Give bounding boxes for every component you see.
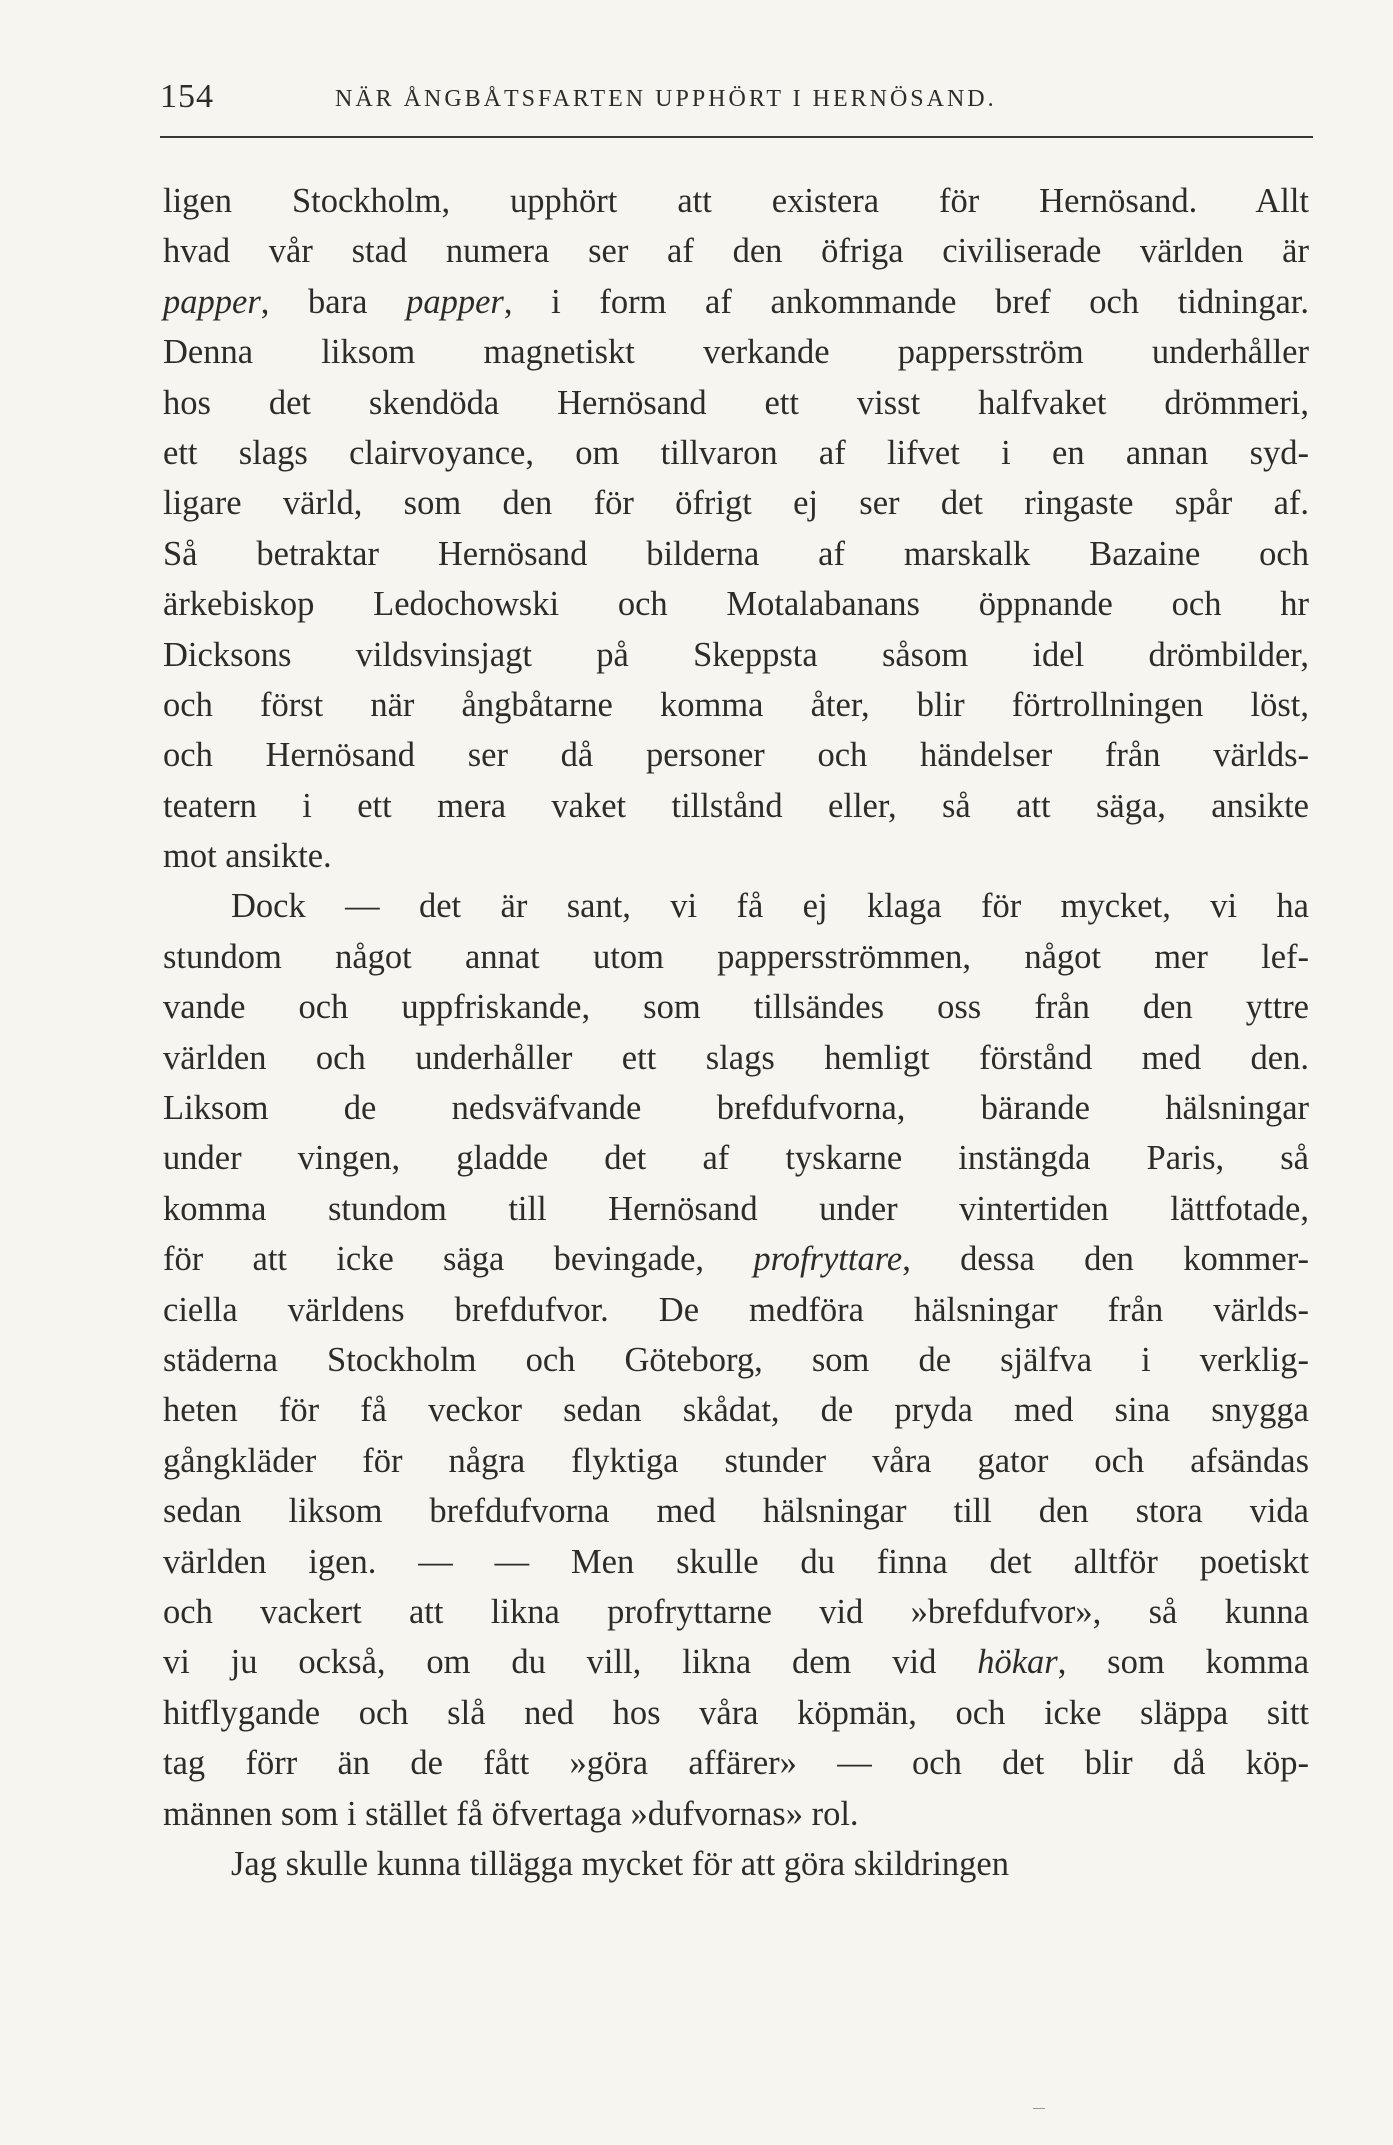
text-line — [163, 781, 1309, 831]
text-run: vande och uppfriskande, som tillsändes oss från den yttre — [163, 988, 1309, 1027]
text-line — [163, 1738, 1309, 1788]
text-line — [163, 730, 1309, 780]
text-run: tag förr än de fått »göra affärer» — och det blir då köp- — [163, 1744, 1309, 1783]
text-line — [163, 1083, 1309, 1133]
text-run: mot ansikte. — [163, 837, 332, 876]
page-number: 154 — [160, 78, 214, 115]
text-run: Dock — det är sant, vi få ej klaga för mycket, vi ha — [231, 887, 1309, 926]
text-run: Så betraktar Hernösand bilderna af marskalk Bazaine och — [163, 534, 1309, 573]
text-run: ett slags clairvoyance, om tillvaron af lifvet i en annan syd- — [163, 433, 1309, 472]
text-line — [163, 1537, 1309, 1587]
text-run: Denna liksom magnetiskt verkande pappersström underhåller — [163, 333, 1309, 372]
text-run: , i form af ankommande bref och tidningar. — [503, 282, 1309, 321]
text-line — [163, 1133, 1309, 1183]
text-run: , bara — [260, 282, 407, 321]
text-line — [163, 529, 1309, 579]
text-line — [163, 1184, 1309, 1234]
text-line — [163, 327, 1309, 377]
text-run: , dessa den kommer- — [902, 1240, 1309, 1279]
text-run: gångkläder för några flyktiga stunder våra gator och afsändas — [163, 1441, 1309, 1480]
text-line — [163, 176, 1309, 226]
text-line — [163, 630, 1309, 680]
text-line — [163, 428, 1309, 478]
text-line — [163, 1436, 1309, 1486]
text-line — [163, 1587, 1309, 1637]
text-run: ligen Stockholm, upphört att existera för Hernösand. Allt — [163, 182, 1309, 220]
italic-text-run: papper — [163, 282, 261, 321]
text-run: Dicksons vildsvinsjagt på Skeppsta såsom idel drömbilder, — [163, 635, 1309, 674]
text-run: heten för få veckor sedan skådat, de pryda med sina snygga — [163, 1391, 1309, 1430]
text-line — [163, 932, 1309, 982]
text-line — [163, 982, 1309, 1032]
header-rule — [160, 136, 1313, 138]
text-line — [163, 1637, 1309, 1687]
text-line — [163, 1385, 1309, 1435]
text-run: vi ju också, om du vill, likna dem vid — [163, 1643, 978, 1682]
text-line — [163, 1688, 1309, 1738]
text-run: och vackert att likna profryttarne vid »brefdufvor», så kunna — [163, 1592, 1309, 1631]
text-run: männen som i stället få öfvertaga »dufvornas» rol. — [163, 1794, 859, 1833]
text-run: världen igen. — — Men skulle du finna det alltför poetiskt — [163, 1542, 1309, 1581]
body-text — [163, 176, 1309, 1889]
text-line — [163, 378, 1309, 428]
text-run: städerna Stockholm och Göteborg, som de själfva i verklig- — [163, 1340, 1309, 1379]
text-run: Jag skulle kunna tillägga mycket för att göra skildringen — [231, 1844, 1009, 1883]
text-line — [163, 226, 1309, 276]
text-run: komma stundom till Hernösand under vintertiden lättfotade, — [163, 1189, 1309, 1228]
text-run: hitflygande och slå ned hos våra köpmän, och icke släppa sitt — [163, 1693, 1309, 1732]
page-mark — [1033, 2108, 1045, 2109]
text-line — [163, 680, 1309, 730]
text-run: hvad vår stad numera ser af den öfriga civiliserade världen är — [163, 232, 1309, 271]
text-run: , som komma — [1057, 1643, 1310, 1682]
italic-text-run: hökar — [977, 1643, 1058, 1682]
text-line — [163, 1234, 1309, 1284]
text-run: ligare värld, som den för öfrigt ej ser det ringaste spår af. — [163, 484, 1309, 523]
italic-text-run: profryttare — [753, 1240, 903, 1279]
text-run: teatern i ett mera vaket tillstånd eller, så att säga, ansikte — [163, 786, 1309, 825]
text-line — [163, 1789, 1309, 1839]
text-run: och Hernösand ser då personer och händelser från världs- — [163, 736, 1309, 775]
text-line — [163, 831, 1309, 881]
italic-text-run: papper — [406, 282, 504, 321]
text-line — [163, 1033, 1309, 1083]
text-run: ciella världens brefdufvor. De medföra hälsningar från världs- — [163, 1290, 1309, 1329]
text-line — [163, 1839, 1309, 1889]
text-line — [163, 1486, 1309, 1536]
running-title: NÄR ÅNGBÅTSFARTEN UPPHÖRT I HERNÖSAND. — [335, 86, 997, 112]
text-run: ärkebiskop Ledochowski och Motalabanans öppnande och hr — [163, 585, 1309, 624]
text-run: stundom något annat utom pappersströmmen, något mer lef- — [163, 937, 1309, 976]
text-run: sedan liksom brefdufvorna med hälsningar till den stora vida — [163, 1492, 1309, 1531]
running-head — [160, 78, 1310, 118]
text-run: för att icke säga bevingade, — [163, 1240, 754, 1279]
text-run: hos det skendöda Hernösand ett visst halfvaket drömmeri, — [163, 383, 1309, 422]
text-run: och först när ångbåtarne komma åter, blir förtrollningen löst, — [163, 685, 1309, 724]
text-run: under vingen, gladde det af tyskarne instängda Paris, så — [163, 1139, 1309, 1178]
text-run: världen och underhåller ett slags hemligt förstånd med den. — [163, 1038, 1309, 1077]
text-line — [163, 277, 1309, 327]
text-line — [163, 881, 1309, 931]
text-line — [163, 579, 1309, 629]
text-line — [163, 1335, 1309, 1385]
text-run: Liksom de nedsväfvande brefdufvorna, bärande hälsningar — [163, 1089, 1309, 1128]
text-line — [163, 478, 1309, 528]
text-line — [163, 1285, 1309, 1335]
